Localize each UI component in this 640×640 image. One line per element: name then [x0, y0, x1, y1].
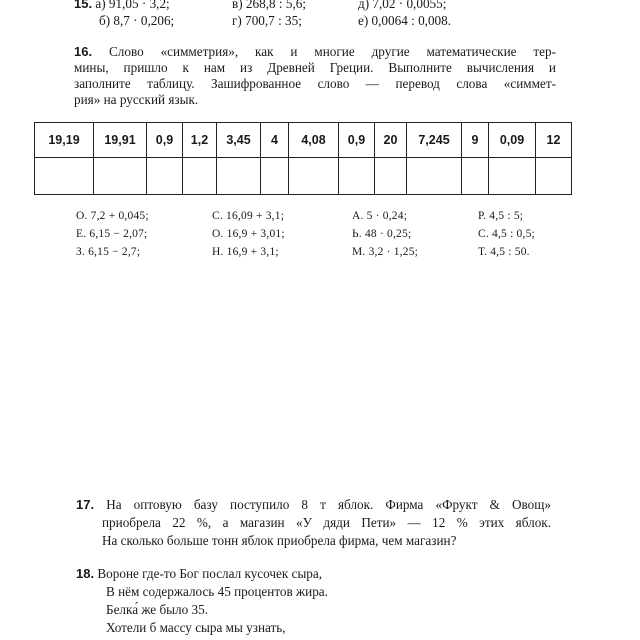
- cipher-answer-cell[interactable]: [375, 158, 407, 195]
- task17-number: 17.: [76, 497, 95, 512]
- cipher-answer-cell[interactable]: [462, 158, 489, 195]
- task16-line-4: рия» на русский язык.: [74, 92, 199, 107]
- task18-number: 18.: [76, 566, 95, 581]
- cipher-answer-cell[interactable]: [147, 158, 183, 195]
- cipher-header-cell: 4: [261, 123, 289, 158]
- cipher-header-cell: 7,245: [407, 123, 462, 158]
- cipher-answer-cell[interactable]: [217, 158, 261, 195]
- cipher-header-cell: 20: [375, 123, 407, 158]
- exercise-r1c1: О. 7,2 + 0,045;: [76, 210, 149, 222]
- exercise-r2c1: Е. 6,15 − 2,07;: [76, 228, 148, 240]
- cipher-answer-cell[interactable]: [183, 158, 217, 195]
- task18-text-1: Вороне где-то Бог послал кусочек сыра,: [97, 566, 323, 581]
- exercise-r3c2: Н. 16,9 + 3,1;: [212, 246, 279, 258]
- task16-line-1: [74, 44, 556, 60]
- cipher-header-cell: 1,2: [183, 123, 217, 158]
- exercise-r2c4: С. 4,5 : 0,5;: [478, 228, 535, 240]
- cipher-header-cell: 19,91: [94, 123, 147, 158]
- task17-line-1: [76, 497, 551, 513]
- task17-line-2: приобрела 22 %, а магазин «У дяди Пети» — 12 % этих яблок.: [102, 515, 551, 530]
- cipher-answer-cell[interactable]: [289, 158, 339, 195]
- exercise-r2c2: О. 16,9 + 3,01;: [212, 228, 285, 240]
- cipher-answer-cell[interactable]: [536, 158, 572, 195]
- task16-line-2: мины, пришло к нам из Древней Греции. Выполните вычисления и: [74, 60, 556, 75]
- cipher-answer-cell[interactable]: [94, 158, 147, 195]
- cipher-header-cell: 0,9: [339, 123, 375, 158]
- task15-item-g: г) 700,7 : 35;: [232, 13, 302, 28]
- cipher-header-cell: 12: [536, 123, 572, 158]
- task17-line-3: На сколько больше тонн яблок приобрела фирма, чем магазин?: [102, 533, 457, 548]
- task15-item-v: в) 268,8 : 5,6;: [232, 0, 306, 11]
- cipher-answer-cell[interactable]: [261, 158, 289, 195]
- task16-number: 16.: [74, 44, 93, 59]
- task15-item-e: е) 0,0064 : 0,008.: [358, 13, 452, 28]
- task18-line-1: [76, 566, 322, 582]
- task16-text-1: Слово «симметрия», как и многие другие математические тер-: [108, 44, 556, 59]
- cipher-answer-cell[interactable]: [407, 158, 462, 195]
- task18-line-4: Хотели б массу сыра мы узнать,: [106, 620, 286, 635]
- task18-line-2: В нём содержалось 45 процентов жира.: [106, 584, 328, 599]
- cipher-header-cell: 0,9: [147, 123, 183, 158]
- cipher-answer-cell[interactable]: [339, 158, 375, 195]
- cipher-header-cell: 3,45: [217, 123, 261, 158]
- task17-text-1: На оптовую базу поступило 8 т яблок. Фирма «Фрукт & Овощ»: [106, 497, 551, 512]
- cipher-table: [34, 122, 572, 195]
- task15-item-d: д) 7,02 · 0,0055;: [358, 0, 447, 11]
- cipher-answer-row: [35, 158, 572, 195]
- exercise-r3c3: М. 3,2 · 1,25;: [352, 246, 419, 258]
- cipher-header-cell: 9: [462, 123, 489, 158]
- task15-item-a: а) 91,05 · 3,2;: [95, 0, 170, 11]
- task18-line-3: Белка́ же было 35.: [106, 602, 208, 617]
- exercise-r1c4: Р. 4,5 : 5;: [478, 210, 524, 222]
- cipher-header-cell: 0,09: [489, 123, 536, 158]
- cipher-answer-cell[interactable]: [35, 158, 94, 195]
- exercise-r1c2: С. 16,09 + 3,1;: [212, 210, 285, 222]
- exercise-r3c1: З. 6,15 − 2,7;: [76, 246, 141, 258]
- exercise-r2c3: Ь. 48 · 0,25;: [352, 228, 412, 240]
- task16-line-3: заполните таблицу. Зашифрованное слово — перевод слова «симмет-: [74, 76, 556, 91]
- cipher-answer-cell[interactable]: [489, 158, 536, 195]
- exercise-r3c4: Т. 4,5 : 50.: [478, 246, 530, 258]
- cipher-header-cell: 4,08: [289, 123, 339, 158]
- exercise-r1c3: А. 5 · 0,24;: [352, 210, 408, 222]
- task15-row1: [74, 0, 170, 12]
- cipher-header-cell: 19,19: [35, 123, 94, 158]
- task15-item-b: б) 8,7 · 0,206;: [99, 13, 175, 28]
- cipher-header-row: [35, 123, 572, 158]
- task15-number: 15.: [74, 0, 93, 11]
